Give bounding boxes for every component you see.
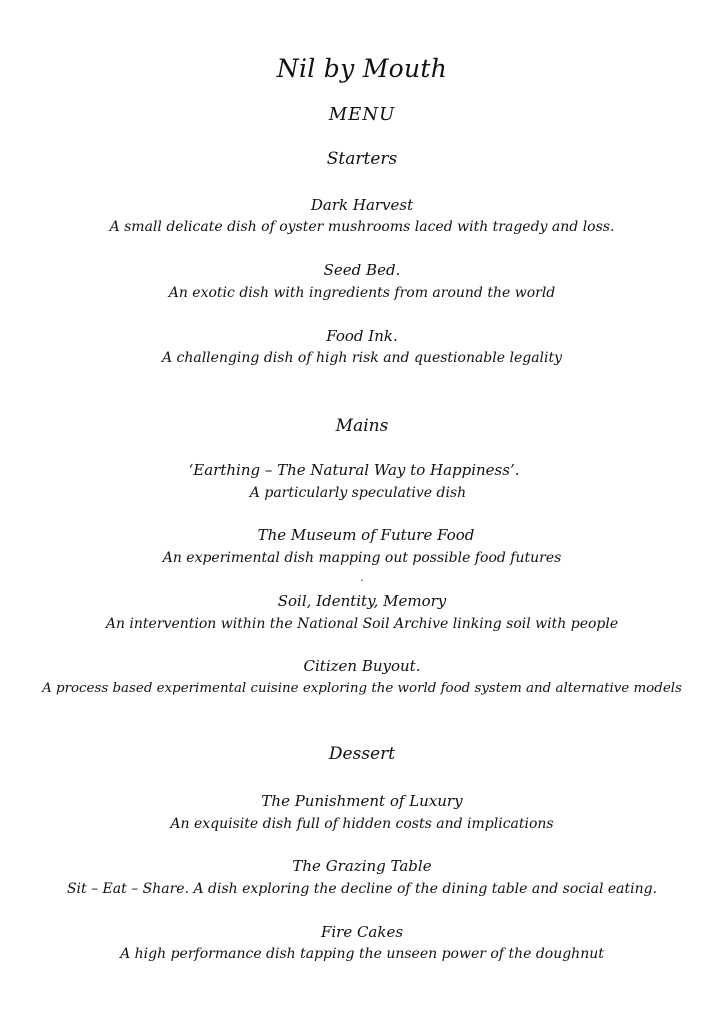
dish-description: An experimental dish mapping out possible food futures [162,550,562,566]
dish-description: A high performance dish tapping the unseen power of the doughnut [120,946,604,962]
mains-heading: Mains [335,416,389,436]
dish-name: Soil, Identity, Memory [277,592,447,610]
dish-description: An exotic dish with ingredients from around the world [168,285,556,301]
dish-name: ‘Earthing – The Natural Way to Happiness’. [188,461,520,479]
dish-name: Seed Bed. [323,261,401,279]
dish-description: A process based experimental cuisine exploring the world food system and alternative models [42,681,682,696]
dish-description: An exquisite dish full of hidden costs and implications [170,816,554,832]
dish-description: An intervention within the National Soil Archive linking soil with people [105,616,619,632]
dessert-heading: Dessert [328,744,396,764]
dish-description: A particularly speculative dish [249,485,467,501]
dish-name: The Museum of Future Food [257,526,475,544]
dish-name: Fire Cakes [320,923,404,941]
dish-name: The Grazing Table [292,857,432,875]
dish-description: A small delicate dish of oyster mushrooms laced with tragedy and loss. [109,219,615,235]
menu-heading: MENU [328,104,396,125]
dish-name: Citizen Buyout. [303,657,421,675]
dish-name: Dark Harvest [310,196,414,214]
dish-description: Sit – Eat – Share. A dish exploring the decline of the dining table and social eating. [66,881,658,897]
stray-mark: . [360,573,364,584]
dish-name: Food Ink. [326,327,398,345]
starters-heading: Starters [326,149,398,169]
dish-name: The Punishment of Luxury [261,792,463,810]
page-title: Nil by Mouth [276,54,448,83]
dish-description: A challenging dish of high risk and questionable legality [161,350,563,366]
